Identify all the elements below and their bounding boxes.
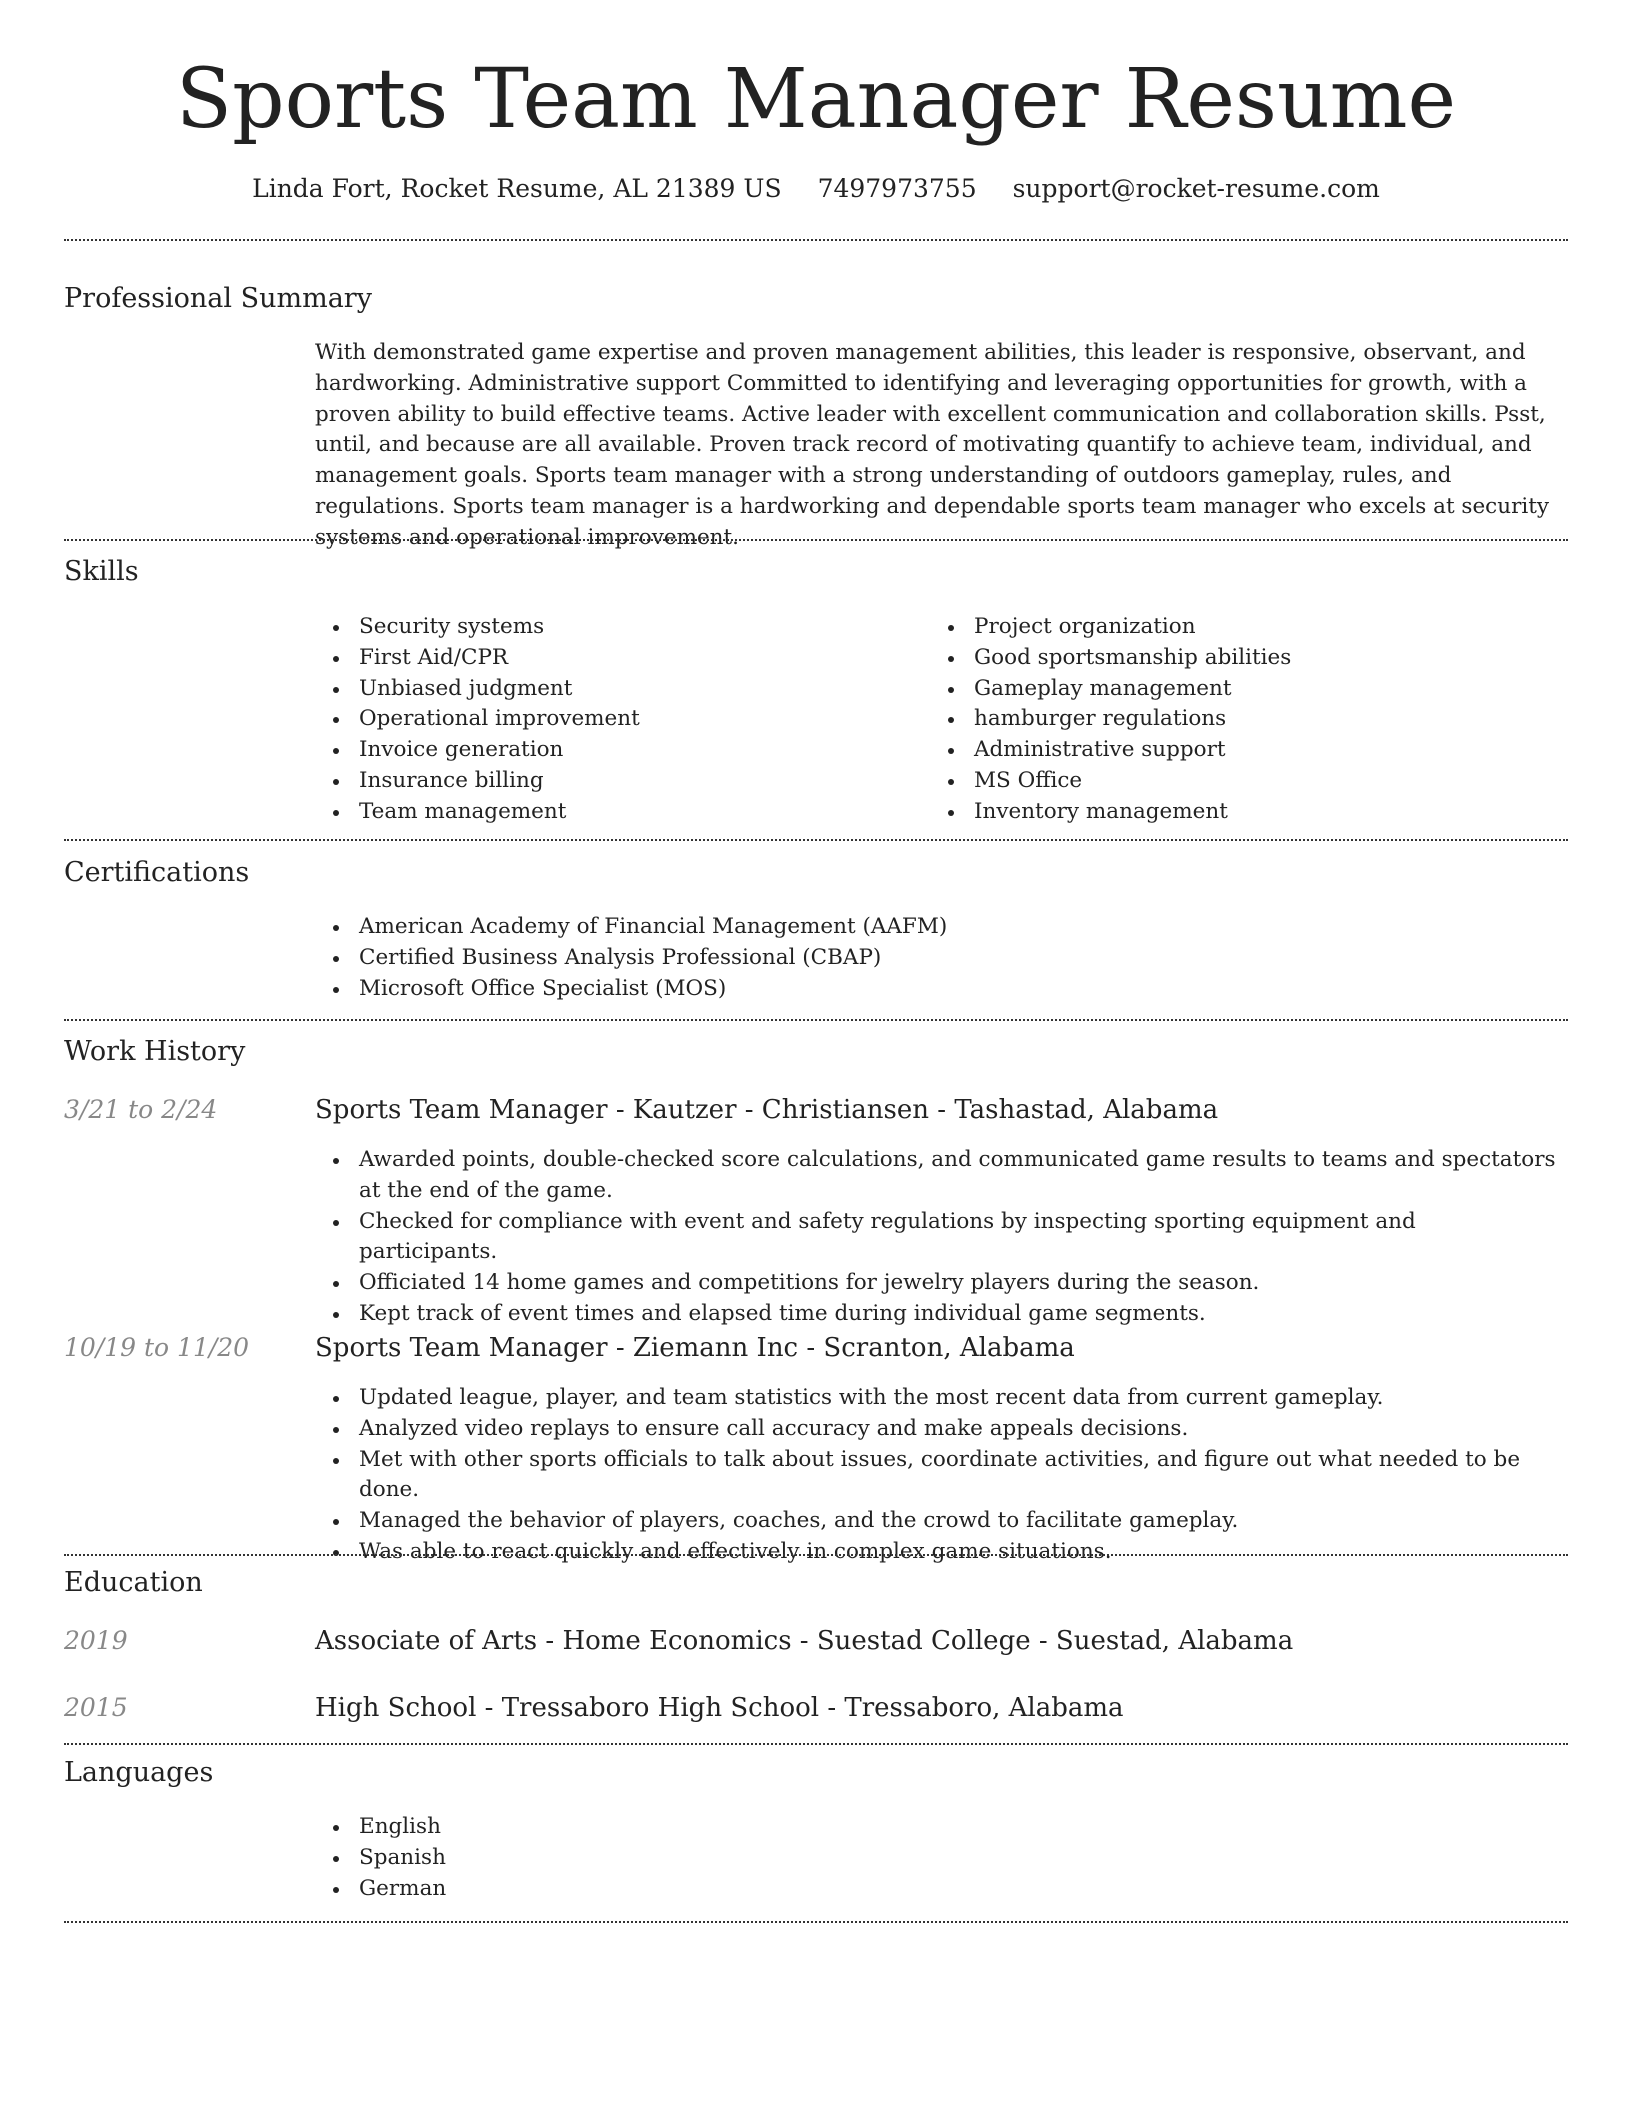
work-history-heading: Work History bbox=[64, 1036, 246, 1067]
certification-item: Microsoft Office Specialist (MOS) bbox=[315, 974, 1560, 1005]
skill-item: Invoice generation bbox=[315, 735, 915, 766]
section-divider bbox=[64, 239, 1568, 241]
education-entry: High School - Tressaboro High School - Tressaboro, Alabama bbox=[315, 1693, 1124, 1723]
summary-text: With demonstrated game expertise and proven management abilities, this leader is responsive, observant, and hardworking. Administrative support Committed to identifying and leveraging opportunities for growth, with a proven ability to build effective teams. Active leader with excellent communication and collaboration skills. Psst, until, and because are all available. Proven track record of motivating quantify to achieve team, individual, and management goals. Sports team manager with a strong understanding of outdoors gameplay, rules, and regulations. Sports team manager is a hardworking and dependable sports team manager who excels at security systems and operational improvement. bbox=[315, 340, 1550, 550]
skill-item: Inventory management bbox=[930, 797, 1550, 828]
language-item: German bbox=[315, 1874, 915, 1905]
skill-item: Insurance billing bbox=[315, 766, 915, 797]
job-bullet: Was able to react quickly and effectively in complex game situations. bbox=[315, 1537, 1560, 1568]
skill-item: MS Office bbox=[930, 766, 1550, 797]
contact-email[interactable]: support@rocket-resume.com bbox=[1012, 174, 1380, 203]
job-bullet: Officiated 14 home games and competitions for jewelry players during the season. bbox=[315, 1268, 1560, 1299]
skill-item: Unbiased judgment bbox=[315, 674, 915, 705]
job-bullets bbox=[315, 1383, 1560, 1568]
skills-heading: Skills bbox=[64, 556, 139, 587]
languages-heading: Languages bbox=[64, 1757, 214, 1788]
job-dates: 10/19 to 11/20 bbox=[64, 1333, 250, 1362]
job-bullet: Managed the behavior of players, coaches, and the crowd to facilitate gameplay. bbox=[315, 1506, 1560, 1537]
skills-list-left bbox=[315, 612, 915, 828]
skill-item: Team management bbox=[315, 797, 915, 828]
certifications-heading: Certifications bbox=[64, 857, 250, 888]
summary-heading: Professional Summary bbox=[64, 283, 372, 314]
certification-item: American Academy of Financial Management (AAFM) bbox=[315, 912, 1560, 943]
skill-item: Good sportsmanship abilities bbox=[930, 643, 1550, 674]
contact-phone[interactable]: 7497973755 bbox=[817, 174, 977, 203]
language-item: English bbox=[315, 1812, 915, 1843]
job-dates: 3/21 to 2/24 bbox=[64, 1095, 218, 1124]
section-divider bbox=[64, 1019, 1568, 1021]
certification-item: Certified Business Analysis Professional (CBAP) bbox=[315, 943, 1560, 974]
language-item: Spanish bbox=[315, 1843, 915, 1874]
skill-item: Gameplay management bbox=[930, 674, 1550, 705]
education-heading: Education bbox=[64, 1567, 203, 1598]
education-year: 2019 bbox=[64, 1626, 128, 1655]
contact-line bbox=[0, 172, 1632, 206]
skill-item: Administrative support bbox=[930, 735, 1550, 766]
job-bullet: Checked for compliance with event and safety regulations by inspecting sporting equipment and participants. bbox=[315, 1207, 1560, 1269]
education-entry: Associate of Arts - Home Economics - Suestad College - Suestad, Alabama bbox=[315, 1626, 1294, 1656]
skills-list-right bbox=[930, 612, 1550, 828]
contact-address: Linda Fort, Rocket Resume, AL 21389 US bbox=[252, 174, 782, 203]
job-bullet: Kept track of event times and elapsed time during individual game segments. bbox=[315, 1299, 1560, 1330]
section-divider bbox=[64, 1743, 1568, 1745]
job-bullet: Updated league, player, and team statistics with the most recent data from current gameplay. bbox=[315, 1383, 1560, 1414]
resume-title: Sports Team Manager Resume bbox=[175, 52, 1457, 147]
skill-item: hamburger regulations bbox=[930, 704, 1550, 735]
skill-item: Security systems bbox=[315, 612, 915, 643]
skill-item: Operational improvement bbox=[315, 704, 915, 735]
education-year: 2015 bbox=[64, 1693, 128, 1722]
job-title: Sports Team Manager - Ziemann Inc - Scranton, Alabama bbox=[315, 1333, 1075, 1363]
job-title: Sports Team Manager - Kautzer - Christiansen - Tashastad, Alabama bbox=[315, 1095, 1219, 1125]
skill-item: Project organization bbox=[930, 612, 1550, 643]
certifications-list bbox=[315, 912, 1560, 1004]
languages-list bbox=[315, 1812, 915, 1904]
section-divider bbox=[64, 839, 1568, 841]
skill-item: First Aid/CPR bbox=[315, 643, 915, 674]
section-divider bbox=[64, 1921, 1568, 1923]
job-bullet: Awarded points, double-checked score calculations, and communicated game results to teams and spectators at the end of the game. bbox=[315, 1145, 1560, 1207]
job-bullet: Analyzed video replays to ensure call accuracy and make appeals decisions. bbox=[315, 1414, 1560, 1445]
job-bullets bbox=[315, 1145, 1560, 1330]
section-divider bbox=[64, 539, 1568, 541]
job-bullet: Met with other sports officials to talk about issues, coordinate activities, and figure out what needed to be done. bbox=[315, 1445, 1560, 1507]
section-divider bbox=[64, 1554, 1568, 1556]
